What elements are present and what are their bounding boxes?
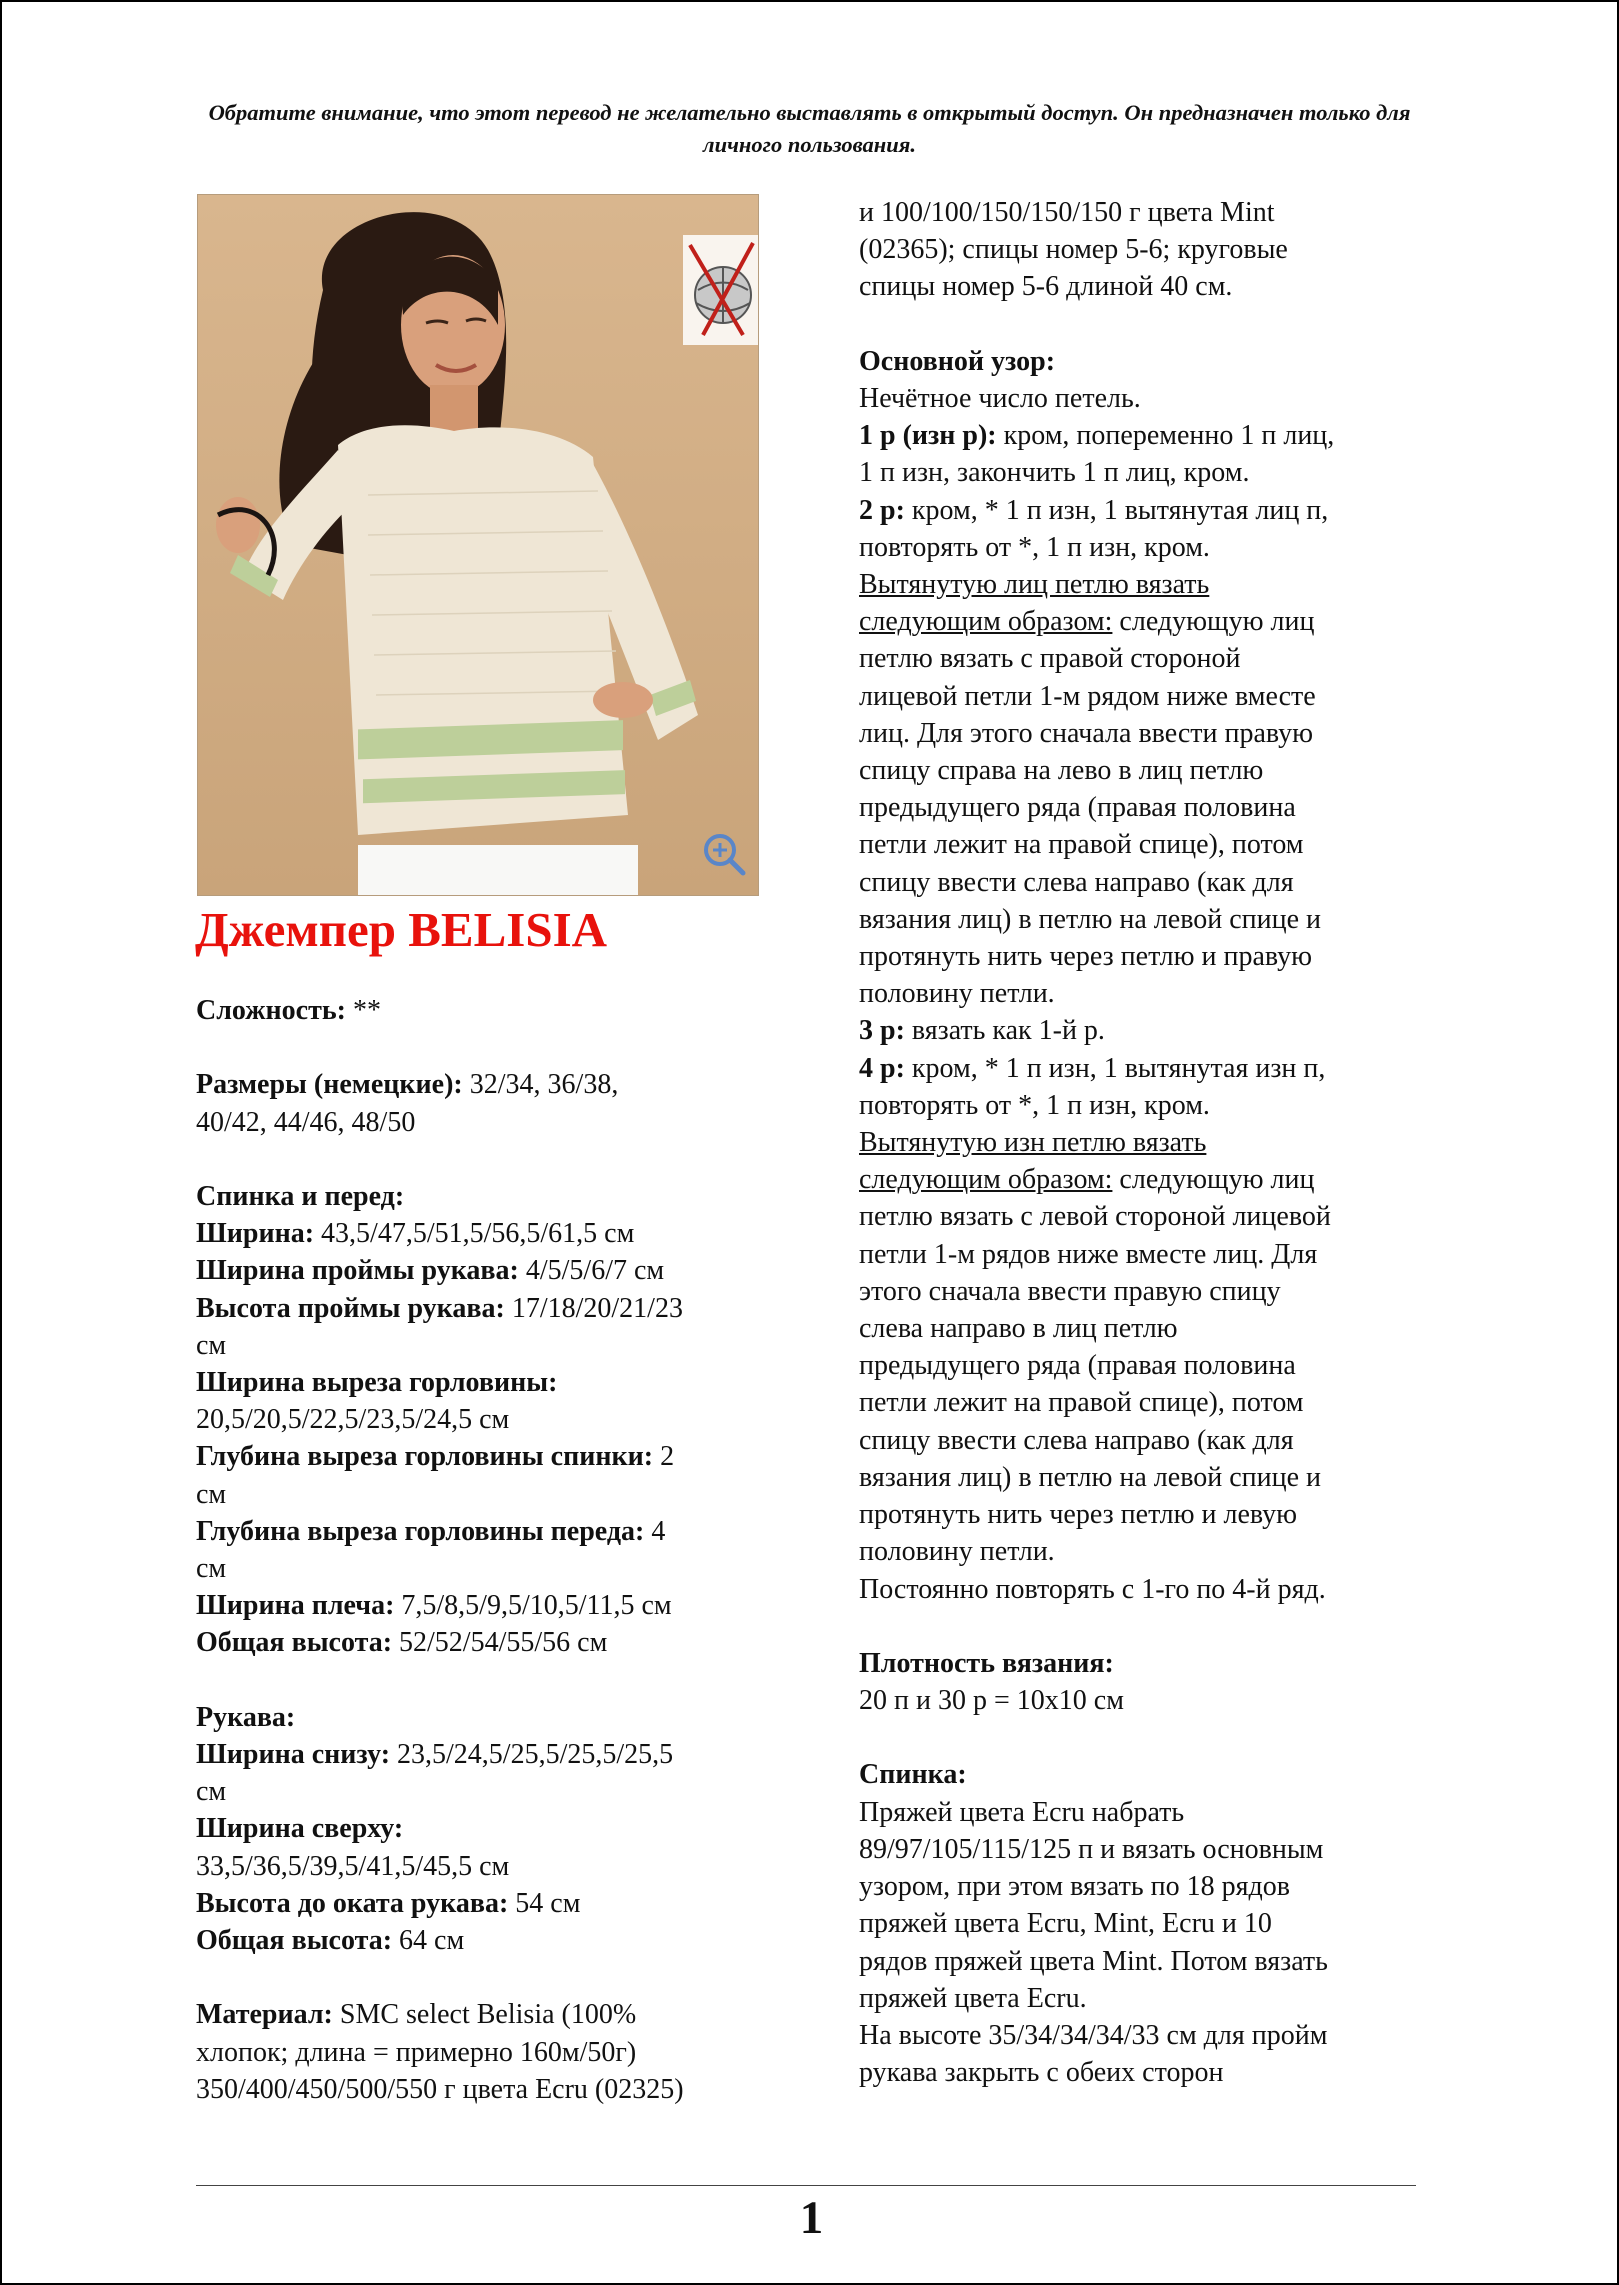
shoulder-width-label: Ширина плеча: [196,1590,395,1622]
knit-pull-heading-1: Вытянутую лиц петлю вязать [859,569,1210,601]
gauge-heading: Плотность вязания: [859,1647,1114,1679]
gauge-value: 20 п и 30 р = 10х10 см [859,1685,1124,1717]
knit-pull-line: протянуть нить через петлю и правую [859,941,1313,973]
knit-pull-line: половину петли. [859,978,1055,1010]
purl-pull-line: петлю вязать с левой стороной лицевой [859,1201,1331,1233]
purl-pull-line: половину петли. [859,1536,1055,1568]
knit-pull-line: спицу справа на лево в лиц петлю [859,755,1264,787]
sleeve-total-height-label: Общая высота: [196,1925,393,1957]
back-neck-depth-value: 2 [653,1441,675,1473]
back-line: На высоте 35/34/34/34/33 см для пройм [859,2019,1328,2051]
product-photo [197,194,759,896]
material [196,1996,776,2108]
purl-pull-line: петли лежит на правой спице), потом [859,1387,1304,1419]
left-column [196,992,776,2145]
material-line-2: хлопок; длина = примерно 160м/50г) [196,2036,637,2068]
material-line-1: SMC select Belisia (100% [332,1999,637,2031]
armhole-width-label: Ширина проймы рукава: [196,1255,519,1287]
material-label: Материал: [196,1999,333,2031]
neck-width-label: Ширина выреза горловины: [196,1367,558,1398]
sleeve-bottom-width-label: Ширина снизу: [196,1739,391,1771]
purl-pull-line: предыдущего ряда (правая половина [859,1350,1296,1382]
sleeve-bottom-width-unit: см [196,1776,227,1808]
main-pattern-heading: Основной узор: [859,345,1056,377]
material-cont-line-2: (02365); спицы номер 5-6; круговые [859,234,1288,266]
footer-divider [196,2185,1416,2186]
pattern-repeat: Постоянно повторять с 1-го по 4-й ряд. [859,1573,1326,1605]
sleeve-cap-height-value: 54 см [508,1887,581,1919]
copyright-notice: Обратите внимание, что этот перевод не желательно выставлять в открытый доступ. Он предназначен только для личного пользования. [208,100,1411,157]
sleeves-heading: Рукава: [196,1701,296,1733]
sizes [196,1066,776,1140]
width-value: 43,5/47,5/51,5/56,5/61,5 см [314,1218,635,1250]
back-line: рядов пряжей цвета Mint. Потом вязать [859,1945,1328,1977]
sleeve-measurements [196,1699,776,1959]
total-height-label: Общая высота: [196,1627,393,1659]
row-2-line-1: кром, * 1 п изн, 1 вытянутая лиц п, [904,494,1329,526]
back-line: рукава закрыть с обеих сторон [859,2057,1224,2089]
width-label: Ширина: [196,1218,315,1250]
purl-pull-line: этого сначала ввести правую спицу [859,1275,1281,1307]
difficulty [196,992,776,1029]
back-line: 89/97/105/115/125 п и вязать основным [859,1833,1324,1865]
purl-pull-line: спицу ввести слева направо (как для [859,1424,1294,1456]
difficulty-value: ** [345,995,381,1026]
purl-pull-line: вязания лиц) в петлю на левой спице и [859,1461,1322,1493]
sleeve-top-width-value: 33,5/36,5/39,5/41,5/45,5 см [196,1850,510,1882]
main-pattern [859,343,1434,1608]
material-cont-line-1: и 100/100/150/150/150 г цвета Mint [859,197,1275,228]
back-heading: Спинка: [859,1759,967,1791]
right-column [859,194,1434,2129]
row-4-label: 4 р: [859,1052,905,1084]
row-2-line-2: повторять от *, 1 п изн, кром. [859,531,1210,563]
knit-pull-heading-2: следующим образом: [859,606,1113,638]
back-line: пряжей цвета Ecru. [859,1982,1087,2014]
neck-width-value: 20,5/20,5/22,5/23,5/24,5 см [196,1404,510,1436]
knit-pull-line: предыдущего ряда (правая половина [859,792,1296,824]
purl-pull-line: петли 1-м рядов ниже вместе лиц. Для [859,1238,1318,1270]
purl-pull-heading-2: следующим образом: [859,1164,1113,1196]
sizes-line-1: 32/34, 36/38, [462,1069,619,1101]
shoulder-width-value: 7,5/8,5/9,5/10,5/11,5 см [394,1590,672,1622]
sleeve-bottom-width-value: 23,5/24,5/25,5/25,5/25,5 [390,1739,674,1771]
row-2-label: 2 р: [859,494,905,526]
row-4-line-2: повторять от *, 1 п изн, кром. [859,1089,1210,1121]
yarn-ball-icon [683,235,758,345]
material-continued [859,194,1434,306]
armhole-height-value: 17/18/20/21/23 [504,1292,683,1324]
purl-pull-heading-1: Вытянутую изн петлю вязать [859,1127,1207,1159]
armhole-height-label: Высота проймы рукава: [196,1292,505,1324]
total-height-value: 52/52/54/55/56 см [392,1627,608,1659]
gauge [859,1645,1434,1719]
knit-pull-line: спицу ввести слева направо (как для [859,866,1294,898]
front-neck-depth-value: 4 [644,1515,666,1547]
back-line: пряжей цвета Ecru, Mint, Ecru и 10 [859,1908,1272,1940]
knit-pull-line: лиц. Для этого сначала ввести правую [859,717,1314,749]
knit-pull-line-0: следующую лиц [1112,606,1315,638]
row-4-line-1: кром, * 1 п изн, 1 вытянутая изн п, [904,1052,1326,1084]
row-1-line-2: 1 п изн, закончить 1 п лиц, кром. [859,457,1250,489]
back-line: Пряжей цвета Ecru набрать [859,1796,1185,1828]
main-pattern-intro: Нечётное число петель. [859,383,1141,414]
back-neck-depth-label: Глубина выреза горловины спинки: [196,1441,654,1473]
armhole-width-value: 4/5/5/6/7 см [518,1255,665,1287]
front-neck-depth-label: Глубина выреза горловины переда: [196,1515,645,1547]
purl-pull-line: слева направо в лиц петлю [859,1313,1178,1345]
sleeve-cap-height-label: Высота до оката рукава: [196,1887,509,1919]
knit-pull-line: вязания лиц) в петлю на левой спице и [859,903,1322,935]
row-1-label: 1 р (изн р): [859,420,997,452]
page-number: 1 [799,2192,824,2244]
model-photo-illustration [198,195,758,895]
row-3-text: вязать как 1-й р. [904,1015,1105,1047]
purl-pull-line-0: следующую лиц [1112,1164,1315,1196]
back-neck-depth-unit: см [196,1478,227,1510]
sleeve-top-width-label: Ширина сверху: [196,1813,404,1845]
sleeve-total-height-value: 64 см [392,1925,465,1957]
row-3-label: 3 р: [859,1015,905,1047]
pattern-title: Джемпер BELISIA [195,902,608,957]
purl-pull-line: протянуть нить через петлю и левую [859,1499,1298,1531]
difficulty-label: Сложность: [196,995,346,1026]
back-instructions [859,1756,1434,2091]
front-neck-depth-unit: см [196,1553,227,1585]
back-front-heading: Спинка и перед: [196,1180,405,1212]
back-front-measurements [196,1178,776,1662]
material-cont-line-3: спицы номер 5-6 длиной 40 см. [859,271,1233,303]
knit-pull-line: петлю вязать с правой стороной [859,643,1241,675]
knit-pull-line: петли лежит на правой спице), потом [859,829,1304,861]
sizes-label: Размеры (немецкие): [196,1069,463,1101]
back-line: узором, при этом вязать по 18 рядов [859,1871,1290,1903]
sizes-line-2: 40/42, 44/46, 48/50 [196,1106,416,1138]
knit-pull-line: лицевой петли 1-м рядом ниже вместе [859,680,1316,712]
armhole-height-unit: см [196,1329,227,1361]
row-1-line-1: кром, попеременно 1 п лиц, [996,420,1335,452]
material-line-3: 350/400/450/500/550 г цвета Ecru (02325) [196,2073,684,2105]
